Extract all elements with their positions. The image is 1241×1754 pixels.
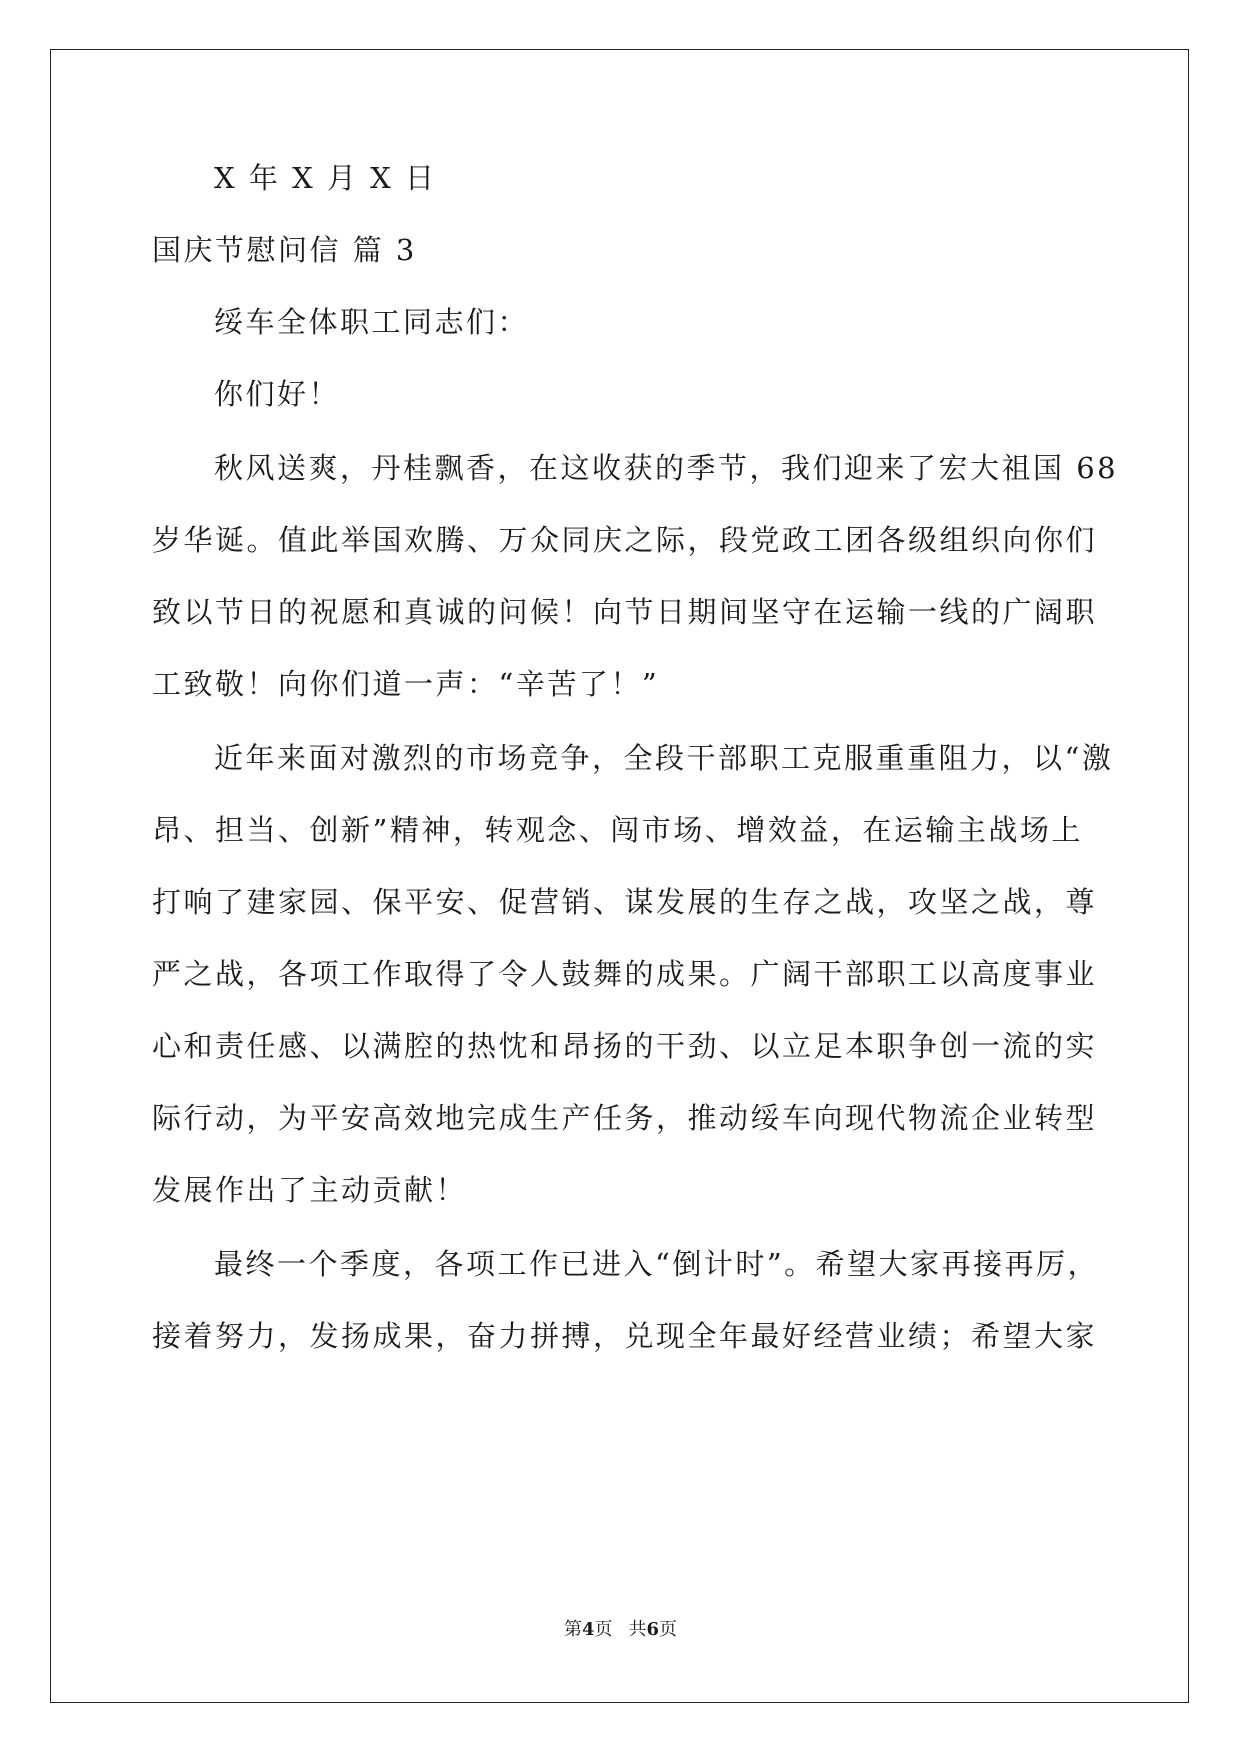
paragraph-line: 昂、担当、创新”精神，转观念、闯市场、增效益，在运输主战场上 — [152, 813, 1083, 847]
greeting: 你们好！ — [214, 377, 341, 411]
paragraph-line: 严之战，各项工作取得了令人鼓舞的成果。广阔干部职工以高度事业 — [152, 957, 1098, 991]
paragraph-line: 发展作出了主动贡献！ — [152, 1173, 468, 1207]
page-current: 4 — [581, 1619, 595, 1640]
salutation: 绥车全体职工同志们： — [214, 305, 530, 339]
paragraph-line: 秋风送爽，丹桂飘香，在这收获的季节，我们迎来了宏大祖国 68 — [214, 451, 1119, 485]
paragraph-line: 最终一个季度，各项工作已进入“倒计时”。希望大家再接再厉， — [214, 1247, 1100, 1281]
page-mid: 页 — [594, 1619, 613, 1640]
paragraph-line: 心和责任感、以满腔的热忱和昂扬的干劲、以立足本职争创一流的实 — [152, 1029, 1098, 1063]
paragraph-line: 致以节日的祝愿和真诚的问候！向节日期间坚守在运输一线的广阔职 — [152, 595, 1098, 629]
page-prefix: 第 — [563, 1619, 582, 1640]
paragraph-line: 岁华诞。值此举国欢腾、万众同庆之际，段党政工团各级组织向你们 — [152, 523, 1098, 557]
total-prefix: 共 — [628, 1619, 647, 1640]
section-title: 国庆节慰问信 篇 3 — [152, 233, 417, 267]
paragraph-line: 近年来面对激烈的市场竞争，全段干部职工克服重重阻力，以“激 — [214, 741, 1114, 775]
page-total: 6 — [646, 1619, 660, 1640]
page-border — [50, 49, 1189, 1703]
total-suffix: 页 — [659, 1619, 678, 1640]
paragraph-line: 打响了建家园、保平安、促营销、谋发展的生存之战，攻坚之战，尊 — [152, 885, 1098, 919]
paragraph-line: 接着努力，发扬成果，奋力拼搏，兑现全年最好经营业绩；希望大家 — [152, 1319, 1098, 1353]
paragraph-line: 际行动，为平安高效地完成生产任务，推动绥车向现代物流企业转型 — [152, 1101, 1098, 1135]
paragraph-line: 工致敬！向你们道一声：“辛苦了！” — [152, 667, 660, 701]
date-line: X 年 X 月 X 日 — [214, 161, 437, 195]
page-footer — [0, 1619, 1241, 1641]
